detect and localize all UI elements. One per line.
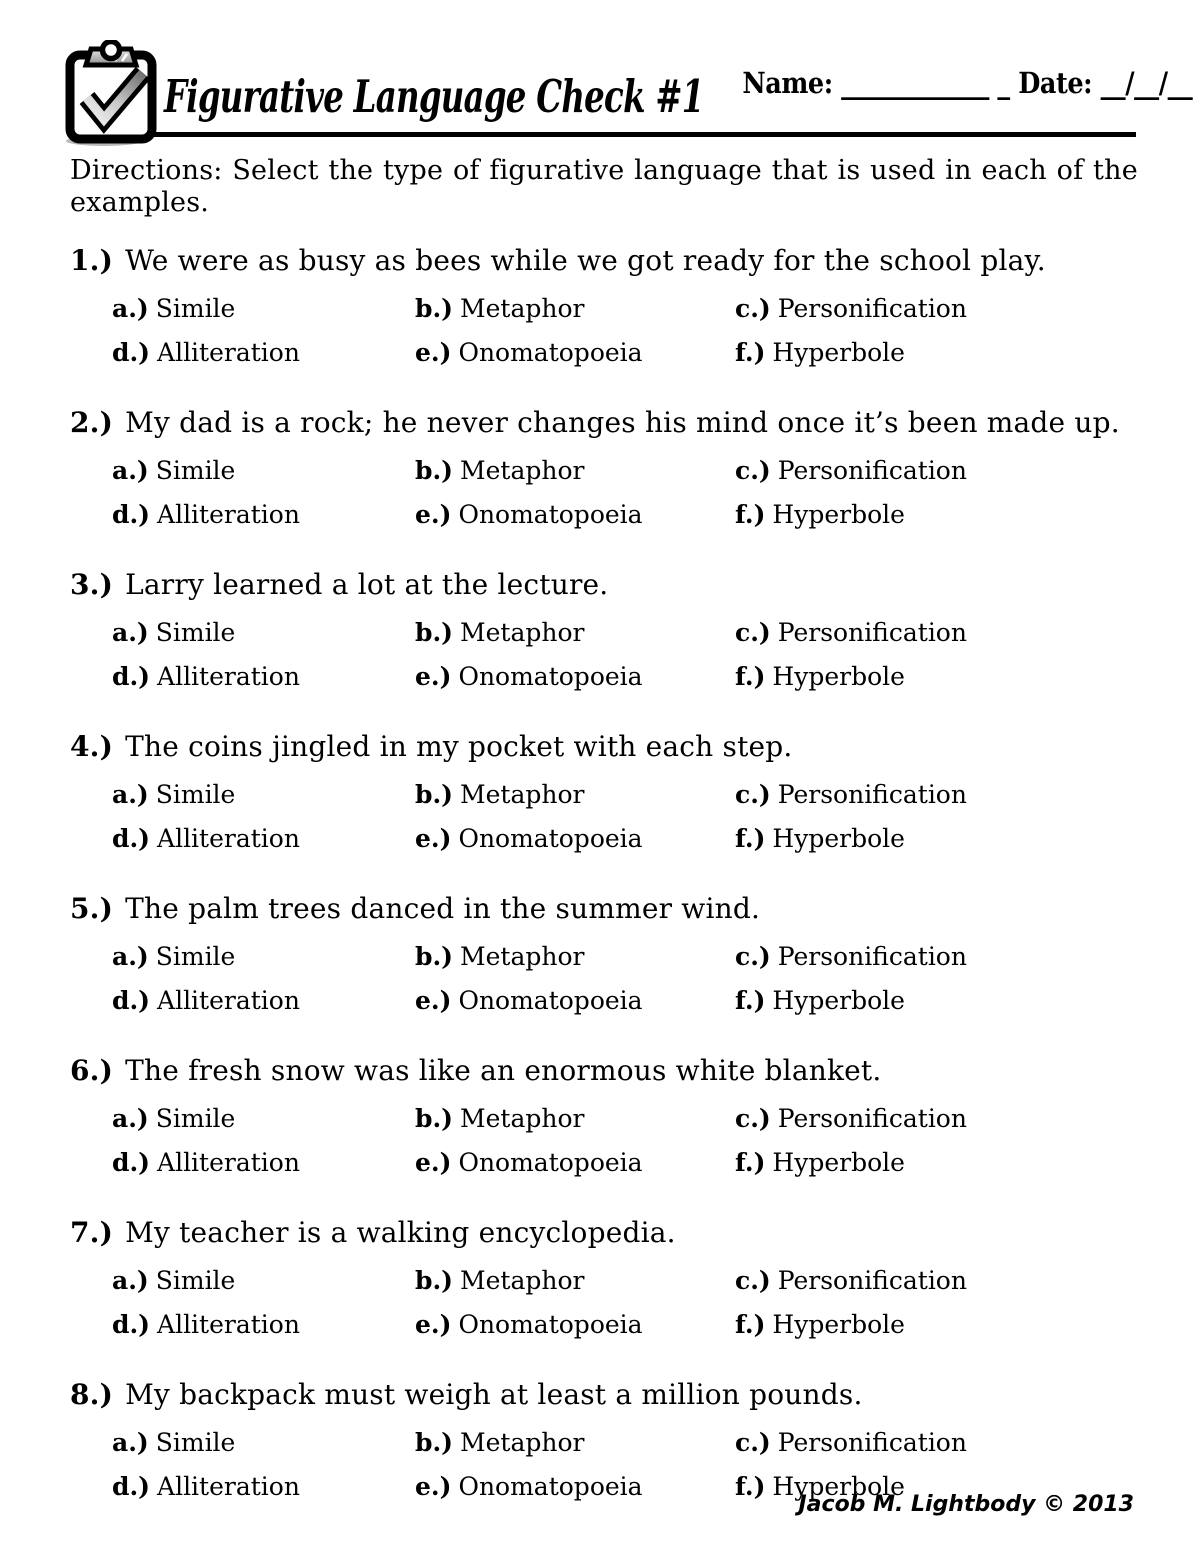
option-letter: a.): [112, 455, 149, 485]
answer-option-e[interactable]: [415, 1148, 735, 1178]
option-letter: c.): [735, 293, 771, 323]
question-sentence: [70, 1216, 1140, 1250]
option-label: Metaphor: [460, 1103, 585, 1133]
answer-option-b[interactable]: [415, 780, 735, 810]
option-label: Simile: [155, 293, 236, 323]
question-number: 6.): [70, 1053, 114, 1087]
question-sentence: [70, 406, 1140, 440]
answer-option-e[interactable]: [415, 1310, 735, 1340]
answer-option-b[interactable]: [415, 294, 735, 324]
name-label: Name:: [742, 66, 833, 100]
option-label: Personification: [777, 1427, 967, 1457]
option-letter: f.): [735, 985, 766, 1015]
option-label: Metaphor: [460, 293, 585, 323]
question-text: The fresh snow was like an enormous white blanket.: [125, 1053, 882, 1087]
answer-option-c[interactable]: [735, 1428, 1140, 1458]
question: [70, 406, 1140, 530]
answer-option-d[interactable]: [112, 824, 415, 854]
question-number: 5.): [70, 891, 114, 925]
answer-option-e[interactable]: [415, 500, 735, 530]
options-grid: [70, 1428, 1140, 1502]
answer-option-c[interactable]: [735, 456, 1140, 486]
option-letter: e.): [415, 1147, 452, 1177]
name-date-row: [681, 66, 1193, 100]
option-label: Metaphor: [460, 1265, 585, 1295]
name-blank-field[interactable]: ____________ _: [841, 66, 1010, 100]
question: [70, 1378, 1140, 1502]
option-label: Onomatopoeia: [458, 985, 643, 1015]
directions-text: Directions: Select the type of figurative language that is used in each of the examples.: [70, 155, 1138, 219]
answer-option-a[interactable]: [112, 1428, 415, 1458]
question: [70, 244, 1140, 368]
question: [70, 730, 1140, 854]
option-label: Personification: [777, 779, 967, 809]
option-letter: b.): [415, 779, 454, 809]
option-label: Hyperbole: [772, 1471, 905, 1501]
question-text: My backpack must weigh at least a million pounds.: [125, 1377, 863, 1411]
answer-option-b[interactable]: [415, 456, 735, 486]
clipboard-check-icon: [58, 40, 170, 146]
option-label: Onomatopoeia: [458, 499, 643, 529]
question: [70, 1054, 1140, 1178]
options-grid: [70, 942, 1140, 1016]
option-letter: b.): [415, 941, 454, 971]
option-letter: a.): [112, 941, 149, 971]
option-label: Hyperbole: [772, 337, 905, 367]
question-number: 4.): [70, 729, 114, 763]
option-label: Simile: [155, 1103, 236, 1133]
option-label: Alliteration: [157, 1471, 300, 1501]
option-letter: c.): [735, 617, 771, 647]
options-grid: [70, 1266, 1140, 1340]
option-letter: f.): [735, 1471, 766, 1501]
answer-option-e[interactable]: [415, 986, 735, 1016]
question-text: The palm trees danced in the summer wind.: [125, 891, 761, 925]
option-label: Hyperbole: [772, 661, 905, 691]
option-label: Alliteration: [157, 1147, 300, 1177]
answer-option-f[interactable]: [735, 1148, 1140, 1178]
answer-option-a[interactable]: [112, 780, 415, 810]
option-label: Simile: [155, 1265, 236, 1295]
option-letter: c.): [735, 1427, 771, 1457]
page-title: Figurative Language Check #1: [164, 70, 704, 123]
question-sentence: [70, 1378, 1140, 1412]
footer-credit: Jacob M. Lightbody © 2013: [798, 1492, 1134, 1517]
option-letter: b.): [415, 293, 454, 323]
option-label: Metaphor: [460, 779, 585, 809]
option-letter: a.): [112, 293, 149, 323]
answer-option-d[interactable]: [112, 1310, 415, 1340]
answer-option-b[interactable]: [415, 942, 735, 972]
option-letter: c.): [735, 941, 771, 971]
answer-option-f[interactable]: [735, 500, 1140, 530]
option-label: Onomatopoeia: [458, 337, 643, 367]
question-text: My teacher is a walking encyclopedia.: [125, 1215, 676, 1249]
option-letter: d.): [112, 661, 151, 691]
answer-option-d[interactable]: [112, 986, 415, 1016]
option-letter: b.): [415, 617, 454, 647]
answer-option-d[interactable]: [112, 1472, 415, 1502]
option-letter: c.): [735, 1265, 771, 1295]
date-blank-field[interactable]: __/__/__: [1100, 66, 1193, 100]
option-label: Metaphor: [460, 455, 585, 485]
option-letter: b.): [415, 1103, 454, 1133]
option-label: Personification: [777, 1103, 967, 1133]
option-label: Hyperbole: [772, 1147, 905, 1177]
option-letter: b.): [415, 1427, 454, 1457]
option-letter: d.): [112, 1147, 151, 1177]
option-letter: e.): [415, 1309, 452, 1339]
answer-option-e[interactable]: [415, 1472, 735, 1502]
answer-option-f[interactable]: [735, 986, 1140, 1016]
answer-option-a[interactable]: [112, 1266, 415, 1296]
answer-option-a[interactable]: [112, 294, 415, 324]
option-letter: d.): [112, 823, 151, 853]
question-text: My dad is a rock; he never changes his mind once it’s been made up.: [125, 405, 1120, 439]
option-letter: c.): [735, 1103, 771, 1133]
option-label: Alliteration: [157, 985, 300, 1015]
option-letter: a.): [112, 1265, 149, 1295]
option-label: Personification: [777, 617, 967, 647]
header-divider: [112, 132, 1136, 137]
question-sentence: [70, 730, 1140, 764]
answer-option-c[interactable]: [735, 1104, 1140, 1134]
answer-option-f[interactable]: [735, 338, 1140, 368]
option-label: Alliteration: [157, 499, 300, 529]
question-sentence: [70, 568, 1140, 602]
option-letter: c.): [735, 455, 771, 485]
option-letter: a.): [112, 1103, 149, 1133]
question-text: The coins jingled in my pocket with each step.: [125, 729, 793, 763]
option-letter: f.): [735, 661, 766, 691]
option-letter: a.): [112, 779, 149, 809]
option-label: Metaphor: [460, 941, 585, 971]
option-letter: f.): [735, 1147, 766, 1177]
option-letter: d.): [112, 1471, 151, 1501]
question-sentence: [70, 1054, 1140, 1088]
option-letter: d.): [112, 985, 151, 1015]
option-letter: f.): [735, 499, 766, 529]
answer-option-a[interactable]: [112, 942, 415, 972]
option-label: Simile: [155, 779, 236, 809]
question-number: 2.): [70, 405, 114, 439]
question-number: 7.): [70, 1215, 114, 1249]
option-label: Onomatopoeia: [458, 823, 643, 853]
question-number: 3.): [70, 567, 114, 601]
answer-option-b[interactable]: [415, 618, 735, 648]
question-text: We were as busy as bees while we got ready for the school play.: [125, 243, 1046, 277]
question-list: [70, 244, 1140, 1502]
option-label: Hyperbole: [772, 823, 905, 853]
option-label: Simile: [155, 1427, 236, 1457]
answer-option-b[interactable]: [415, 1104, 735, 1134]
answer-option-f[interactable]: [735, 1310, 1140, 1340]
answer-option-f[interactable]: [735, 824, 1140, 854]
question-text: Larry learned a lot at the lecture.: [125, 567, 609, 601]
question-number: 8.): [70, 1377, 114, 1411]
option-letter: e.): [415, 985, 452, 1015]
option-label: Alliteration: [157, 823, 300, 853]
answer-option-e[interactable]: [415, 662, 735, 692]
answer-option-b[interactable]: [415, 1428, 735, 1458]
option-letter: c.): [735, 779, 771, 809]
option-label: Onomatopoeia: [458, 1147, 643, 1177]
option-letter: e.): [415, 823, 452, 853]
option-letter: f.): [735, 337, 766, 367]
answer-option-c[interactable]: [735, 1266, 1140, 1296]
option-label: Alliteration: [157, 1309, 300, 1339]
header: [58, 40, 1193, 144]
options-grid: [70, 1104, 1140, 1178]
answer-option-d[interactable]: [112, 338, 415, 368]
option-letter: e.): [415, 499, 452, 529]
option-label: Personification: [777, 455, 967, 485]
option-label: Metaphor: [460, 1427, 585, 1457]
answer-option-d[interactable]: [112, 1148, 415, 1178]
question-number: 1.): [70, 243, 114, 277]
option-label: Hyperbole: [772, 499, 905, 529]
option-letter: a.): [112, 1427, 149, 1457]
option-label: Simile: [155, 941, 236, 971]
option-label: Alliteration: [157, 661, 300, 691]
option-label: Metaphor: [460, 617, 585, 647]
answer-option-c[interactable]: [735, 942, 1140, 972]
option-label: Simile: [155, 617, 236, 647]
option-label: Hyperbole: [772, 1309, 905, 1339]
options-grid: [70, 456, 1140, 530]
answer-option-a[interactable]: [112, 456, 415, 486]
date-label: Date:: [1018, 66, 1093, 100]
option-letter: e.): [415, 661, 452, 691]
option-letter: a.): [112, 617, 149, 647]
question: [70, 892, 1140, 1016]
answer-option-b[interactable]: [415, 1266, 735, 1296]
option-letter: d.): [112, 1309, 151, 1339]
options-grid: [70, 294, 1140, 368]
question: [70, 1216, 1140, 1340]
options-grid: [70, 618, 1140, 692]
answer-option-d[interactable]: [112, 662, 415, 692]
answer-option-e[interactable]: [415, 824, 735, 854]
page-title-wrap: [164, 70, 704, 123]
question-sentence: [70, 244, 1140, 278]
answer-option-a[interactable]: [112, 1104, 415, 1134]
option-letter: f.): [735, 1309, 766, 1339]
answer-option-c[interactable]: [735, 294, 1140, 324]
option-letter: b.): [415, 1265, 454, 1295]
option-label: Personification: [777, 293, 967, 323]
question-sentence: [70, 892, 1140, 926]
option-label: Simile: [155, 455, 236, 485]
option-label: Personification: [777, 941, 967, 971]
option-letter: f.): [735, 823, 766, 853]
option-letter: d.): [112, 499, 151, 529]
option-label: Personification: [777, 1265, 967, 1295]
options-grid: [70, 780, 1140, 854]
answer-option-e[interactable]: [415, 338, 735, 368]
option-letter: b.): [415, 455, 454, 485]
option-letter: e.): [415, 337, 452, 367]
option-label: Onomatopoeia: [458, 1471, 643, 1501]
answer-option-f[interactable]: [735, 662, 1140, 692]
question: [70, 568, 1140, 692]
answer-option-c[interactable]: [735, 618, 1140, 648]
option-letter: d.): [112, 337, 151, 367]
answer-option-c[interactable]: [735, 780, 1140, 810]
option-letter: e.): [415, 1471, 452, 1501]
option-label: Hyperbole: [772, 985, 905, 1015]
option-label: Onomatopoeia: [458, 661, 643, 691]
option-label: Onomatopoeia: [458, 1309, 643, 1339]
answer-option-d[interactable]: [112, 500, 415, 530]
option-label: Alliteration: [157, 337, 300, 367]
answer-option-a[interactable]: [112, 618, 415, 648]
